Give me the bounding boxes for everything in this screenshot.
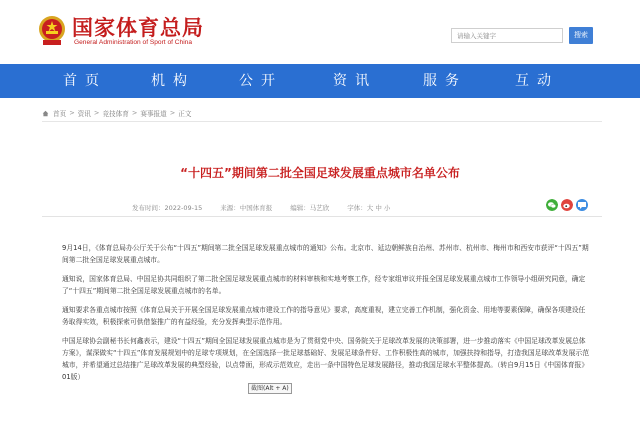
breadcrumb-current: 正文 — [178, 110, 192, 118]
article-title: “十四五”期间第二批全国足球发展重点城市名单公布 — [180, 166, 460, 180]
article-editor: 编辑：马艺欣 — [290, 204, 330, 212]
divider — [42, 216, 602, 217]
breadcrumb — [42, 108, 194, 118]
breadcrumb-event-reports[interactable]: 赛事报道 — [140, 110, 167, 118]
site-header — [0, 0, 640, 64]
nav-item-public[interactable]: 公开 — [239, 73, 283, 89]
nav-item-home[interactable]: 首页 — [63, 73, 107, 89]
breadcrumb-separator: > — [131, 109, 138, 117]
share-icon[interactable] — [576, 199, 588, 211]
nav-item-interaction[interactable]: 互动 — [515, 73, 559, 89]
divider — [42, 121, 602, 122]
article-paragraph: 中国足球协会副秘书长何鑫表示，建设“十四五”期间全国足球发展重点城市是为了贯彻党中央、国务院关于足球改革发展的决策部署，进一步推动落实《中国足球改革发展总体方案》，谋深做实“十四五”体育发展规划中的足球专项规划，在全国选择一批足球基础好、发展足球条件好、工作积极性高的城市，加强扶持和指导，打造我国足球改革发展示范城市，并希望通过总结推广足球改革发展的典型经验，以点带面，形成示范效应，走出一条中国特色足球发展路径，推动我国足球水平整体提高。（转自9月15日《中国体育报》01版） — [62, 336, 589, 382]
weibo-icon[interactable] — [561, 199, 573, 211]
breadcrumb-competitive-sports[interactable]: 竞技体育 — [102, 110, 129, 118]
nav-item-services[interactable]: 服务 — [423, 73, 467, 89]
breadcrumb-separator: > — [93, 109, 100, 117]
breadcrumb-separator: > — [169, 109, 176, 117]
wechat-icon[interactable] — [546, 199, 558, 211]
main-nav — [0, 64, 640, 98]
breadcrumb-home[interactable]: 首页 — [53, 110, 67, 118]
home-icon — [42, 110, 49, 117]
screenshot-tooltip: 截图(Alt + A) — [248, 383, 292, 394]
article-paragraph: 9月14日，《体育总局办公厅关于公布“十四五”期间第二批全国足球发展重点城市的通知》公布。北京市、延边朝鲜族自治州、苏州市、杭州市、梅州市和西安市获评“十四五”期间第二批全国足球发展重点城市。 — [62, 244, 589, 265]
article-body — [62, 242, 592, 390]
font-size-control[interactable]: 字体：大 中 小 — [347, 204, 391, 212]
search-button[interactable]: 搜索 — [569, 27, 593, 44]
article-meta — [132, 203, 390, 212]
nav-item-organization[interactable]: 机构 — [151, 73, 195, 89]
share-bar — [546, 199, 588, 211]
breadcrumb-separator: > — [69, 109, 75, 117]
national-emblem-icon[interactable] — [37, 14, 67, 46]
publish-time: 发布时间：2022-09-15 — [132, 204, 203, 212]
breadcrumb-news[interactable]: 资讯 — [77, 110, 91, 118]
site-subtitle: General Administration of Sport of China — [74, 39, 193, 46]
search-input[interactable]: 请输入关键字 — [451, 28, 563, 43]
article-paragraph: 通知说，国家体育总局、中国足协共同组织了第二批全国足球发展重点城市的材料审核和实地考察工作，经专家组审议并报全国足球发展重点城市工作领导小组研究同意，确定了“十四五”期间第二批全国足球发展重点城市的名单。 — [62, 274, 586, 296]
article-paragraph: 通知要求各重点城市按照《体育总局关于开展全国足球发展重点城市建设工作的指导意见》要求，高度重视，建立完善工作机制，强化资金、用地等要素保障，确保各项建设任务取得实效，积极探索可供借鉴推广的有益经验，充分发挥典型示范作用。 — [62, 305, 586, 327]
nav-item-news[interactable]: 资讯 — [333, 73, 377, 89]
article-source: 来源：中国体育报 — [220, 204, 273, 212]
site-title[interactable]: 国家体育总局 — [72, 16, 204, 40]
